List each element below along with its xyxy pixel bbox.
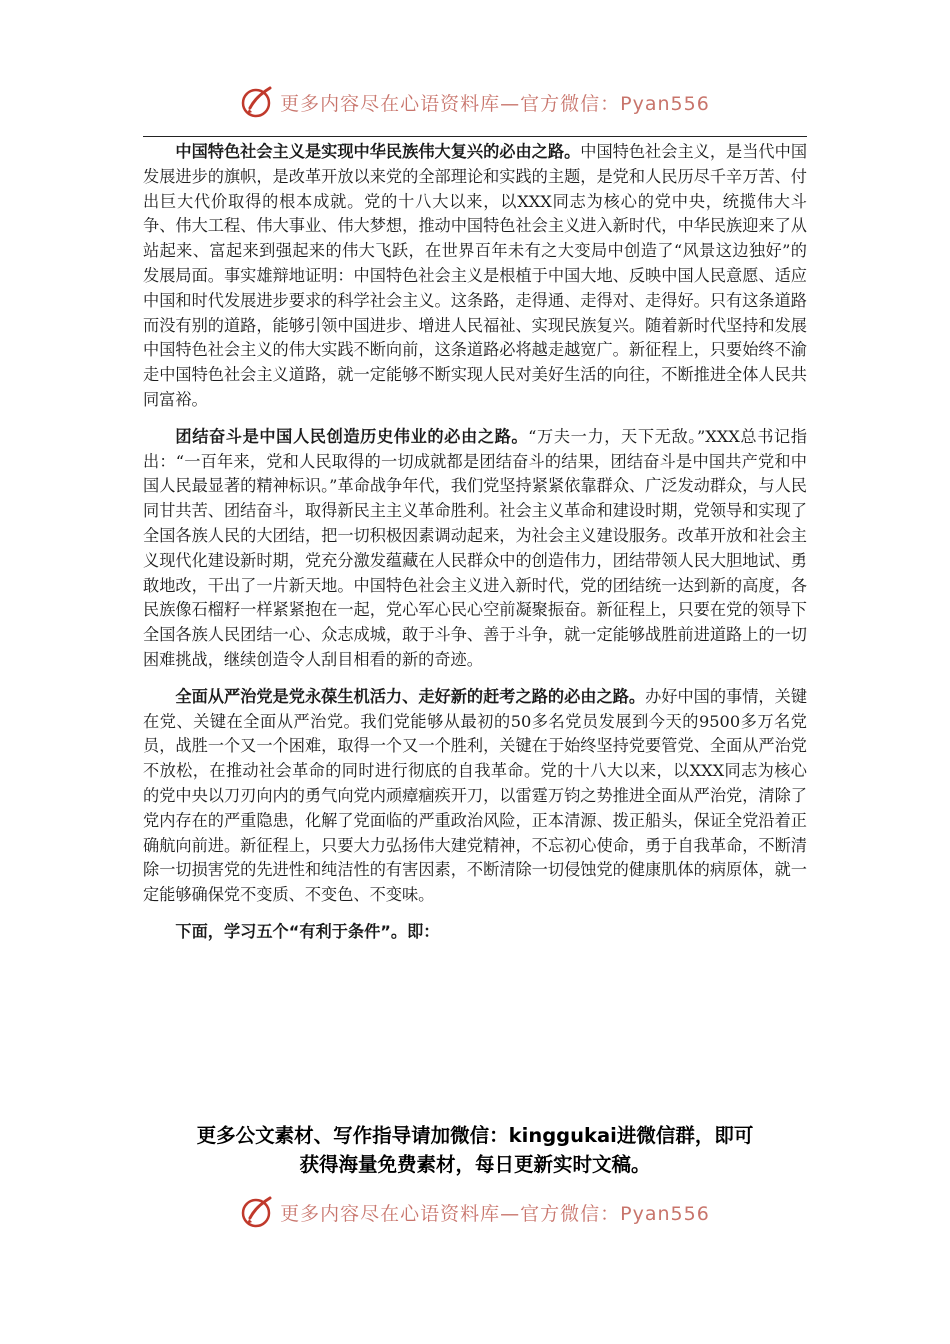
article-body: [143, 140, 807, 957]
paragraph-text: 中国特色社会主义，是当代中国发展进步的旗帜，是改革开放以来党的全部理论和实践的主题，是党和人民历尽千辛万苦、付出巨大代价取得的根本成就。党的十八大以来，以XXX同志为核心的党中央，统揽伟大斗争、伟大工程、伟大事业、伟大梦想，推动中国特色社会主义进入新时代，中华民族迎来了从站起来、富起来到强起来的伟大飞跃，在世界百年未有之大变局中创造了“风景这边独好”的发展局面。事实雄辩地证明：中国特色社会主义是根植于中国大地、反映中国人民意愿、适应中国和时代发展进步要求的科学社会主义。这条路，走得通、走得对、走得好。只有这条道路而没有别的道路，能够引领中国进步、增进人民福祉、实现民族复兴。随着新时代坚持和发展中国特色社会主义的伟大实践不断向前，这条道路必将越走越宽广。新征程上，只要始终不渝走中国特色社会主义道路，就一定能够不断实现人民对美好生活的向往，不断推进全体人民共同富裕。: [143, 142, 808, 409]
header-divider: [143, 136, 807, 137]
paragraph-lead: 全面从严治党是党永葆生机活力、走好新的赶考之路的必由之路。: [175, 686, 646, 706]
brush-logo-icon: [240, 1194, 276, 1230]
paragraph-text: 办好中国的事情，关键在党、关键在全面从严治党。我们党能够从最初的50多名党员发展到今天的9500多万名党员，战胜一个又一个困难，取得一个又一个胜利，关键在于始终坚持党要管党、全面从严治党不放松，在推动社会革命的同时进行彻底的自我革命。党的十八大以来，以XXX同志为核心的党中央以刀刃向内的勇气向党内顽瘴痼疾开刀，以雷霆万钧之势推进全面从严治党，清除了党内存在的严重隐患，化解了党面临的严重政治风险，正本清源、拨正船头，保证全党沿着正确航向前进。新征程上，只要大力弘扬伟大建党精神，不忘初心使命，勇于自我革命，不断清除一切损害党的先进性和纯洁性的有害因素，不断清除一切侵蚀党的健康肌体的病原体，就一定能够确保党不变质、不变色、不变味。: [143, 686, 808, 905]
brush-logo-icon: [240, 84, 276, 120]
paragraph-lead: 团结奋斗是中国人民创造历史伟业的必由之路。: [175, 426, 529, 446]
paragraph-text: “万夫一力，天下无敌。”XXX总书记指出：“一百年来，党和人民取得的一切成就都是团结奋斗的结果，团结奋斗是中国共产党和中国人民最显著的精神标识。”革命战争年代，我们党坚持紧紧依靠群众、广泛发动群众，与人民同甘共苦、团结奋斗，取得新民主主义革命胜利。社会主义革命和建设时期，党领导和实现了全国各族人民的大团结，把一切积极因素调动起来，为社会主义建设服务。改革开放和社会主义现代化建设新时期，党充分激发蕴藏在人民群众中的创造伟力，团结带领人民大胆地试、勇敢地改，干出了一片新天地。中国特色社会主义进入新时代，党的团结统一达到新的高度，各民族像石榴籽一样紧紧抱在一起，党心军心民心空前凝聚振奋。新征程上，只要在党的领导下全国各族人民团结一心、众志成城，敢于斗争、善于斗争，就一定能够战胜前进道路上的一切困难挑战，继续创造令人刮目相看的新的奇迹。: [143, 426, 807, 669]
paragraph-party-governance: [143, 685, 807, 908]
paragraph-lead: 下面，学习五个“有利于条件”。即：: [175, 921, 440, 941]
header-banner-text: 更多内容尽在心语资料库—官方微信：Pyan556: [280, 92, 710, 115]
header-banner: [0, 82, 950, 122]
paragraph-unity: [143, 425, 807, 673]
footer-note-line: 获得海量免费素材，每日更新实时文稿。: [299, 1153, 651, 1176]
footer-banner-text: 更多内容尽在心语资料库—官方微信：Pyan556: [280, 1202, 710, 1225]
footer-note-line: 更多公文素材、写作指导请加微信：kinggukai进微信群，即可: [196, 1124, 754, 1147]
paragraph-conditions: [143, 920, 807, 945]
paragraph-socialism: [143, 140, 807, 413]
footer-banner: [0, 1192, 950, 1232]
paragraph-lead: 中国特色社会主义是实现中华民族伟大复兴的必由之路。: [175, 142, 581, 161]
footer-promo-note: [120, 1121, 830, 1179]
